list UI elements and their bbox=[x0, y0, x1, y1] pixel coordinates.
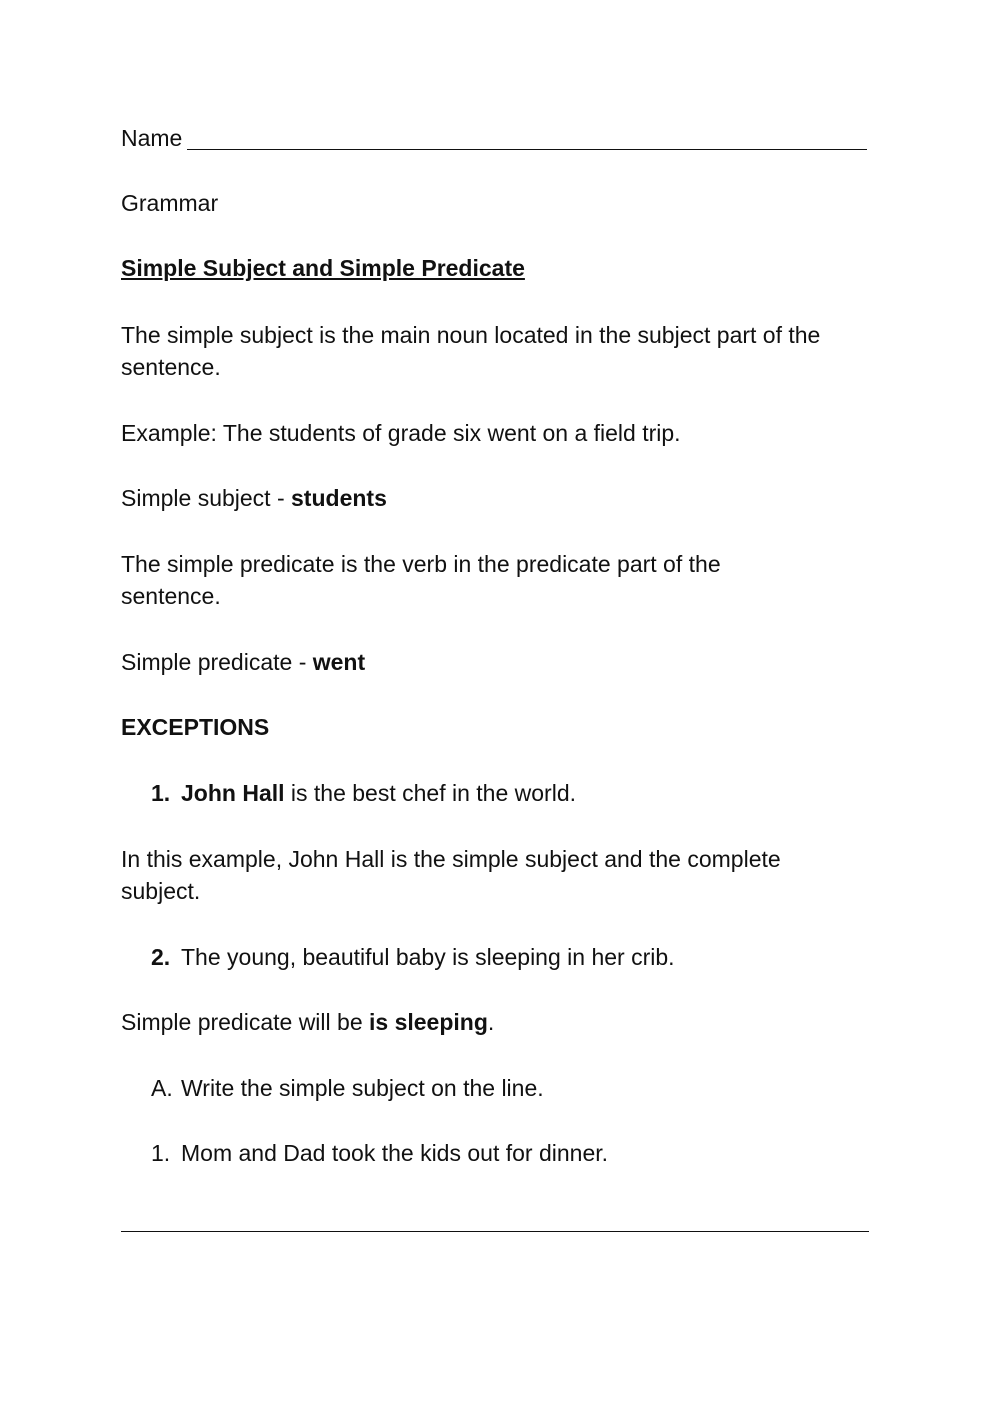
exercise-section-letter: A. bbox=[151, 1075, 173, 1101]
predicate-definition-line1: The simple predicate is the verb in the predicate part of the bbox=[121, 551, 721, 577]
question-1-sentence: Mom and Dad took the kids out for dinner. bbox=[181, 1140, 609, 1166]
subject-label: Grammar bbox=[121, 190, 219, 216]
predicate-definition-line2: sentence. bbox=[121, 583, 221, 609]
question-1-number: 1. bbox=[151, 1140, 171, 1166]
subject-definition-line1: The simple subject is the main noun located in the subject part of the bbox=[121, 322, 821, 348]
exception-2-note: Simple predicate will be is sleeping. bbox=[121, 1009, 495, 1035]
name-answer-line[interactable] bbox=[187, 149, 867, 150]
exceptions-heading: EXCEPTIONS bbox=[121, 714, 270, 740]
exception-2-number: 2. bbox=[151, 944, 171, 970]
exception-1-sentence: John Hall is the best chef in the world. bbox=[181, 780, 577, 806]
exception-1-note-line1: In this example, John Hall is the simple subject and the complete bbox=[121, 846, 781, 872]
simple-subject-answer: Simple subject - students bbox=[121, 485, 387, 511]
exception-1-note-line2: subject. bbox=[121, 878, 201, 904]
subject-definition-line2: sentence. bbox=[121, 354, 221, 380]
page-title: Simple Subject and Simple Predicate bbox=[121, 255, 525, 281]
example-sentence: Example: The students of grade six went on a field trip. bbox=[121, 420, 681, 446]
exercise-instruction: Write the simple subject on the line. bbox=[181, 1075, 544, 1101]
question-1-answer-line[interactable] bbox=[121, 1231, 869, 1232]
exception-2-sentence: The young, beautiful baby is sleeping in her crib. bbox=[181, 944, 675, 970]
simple-predicate-answer: Simple predicate - went bbox=[121, 649, 366, 675]
exception-1-number: 1. bbox=[151, 780, 171, 806]
name-label: Name bbox=[121, 125, 183, 151]
